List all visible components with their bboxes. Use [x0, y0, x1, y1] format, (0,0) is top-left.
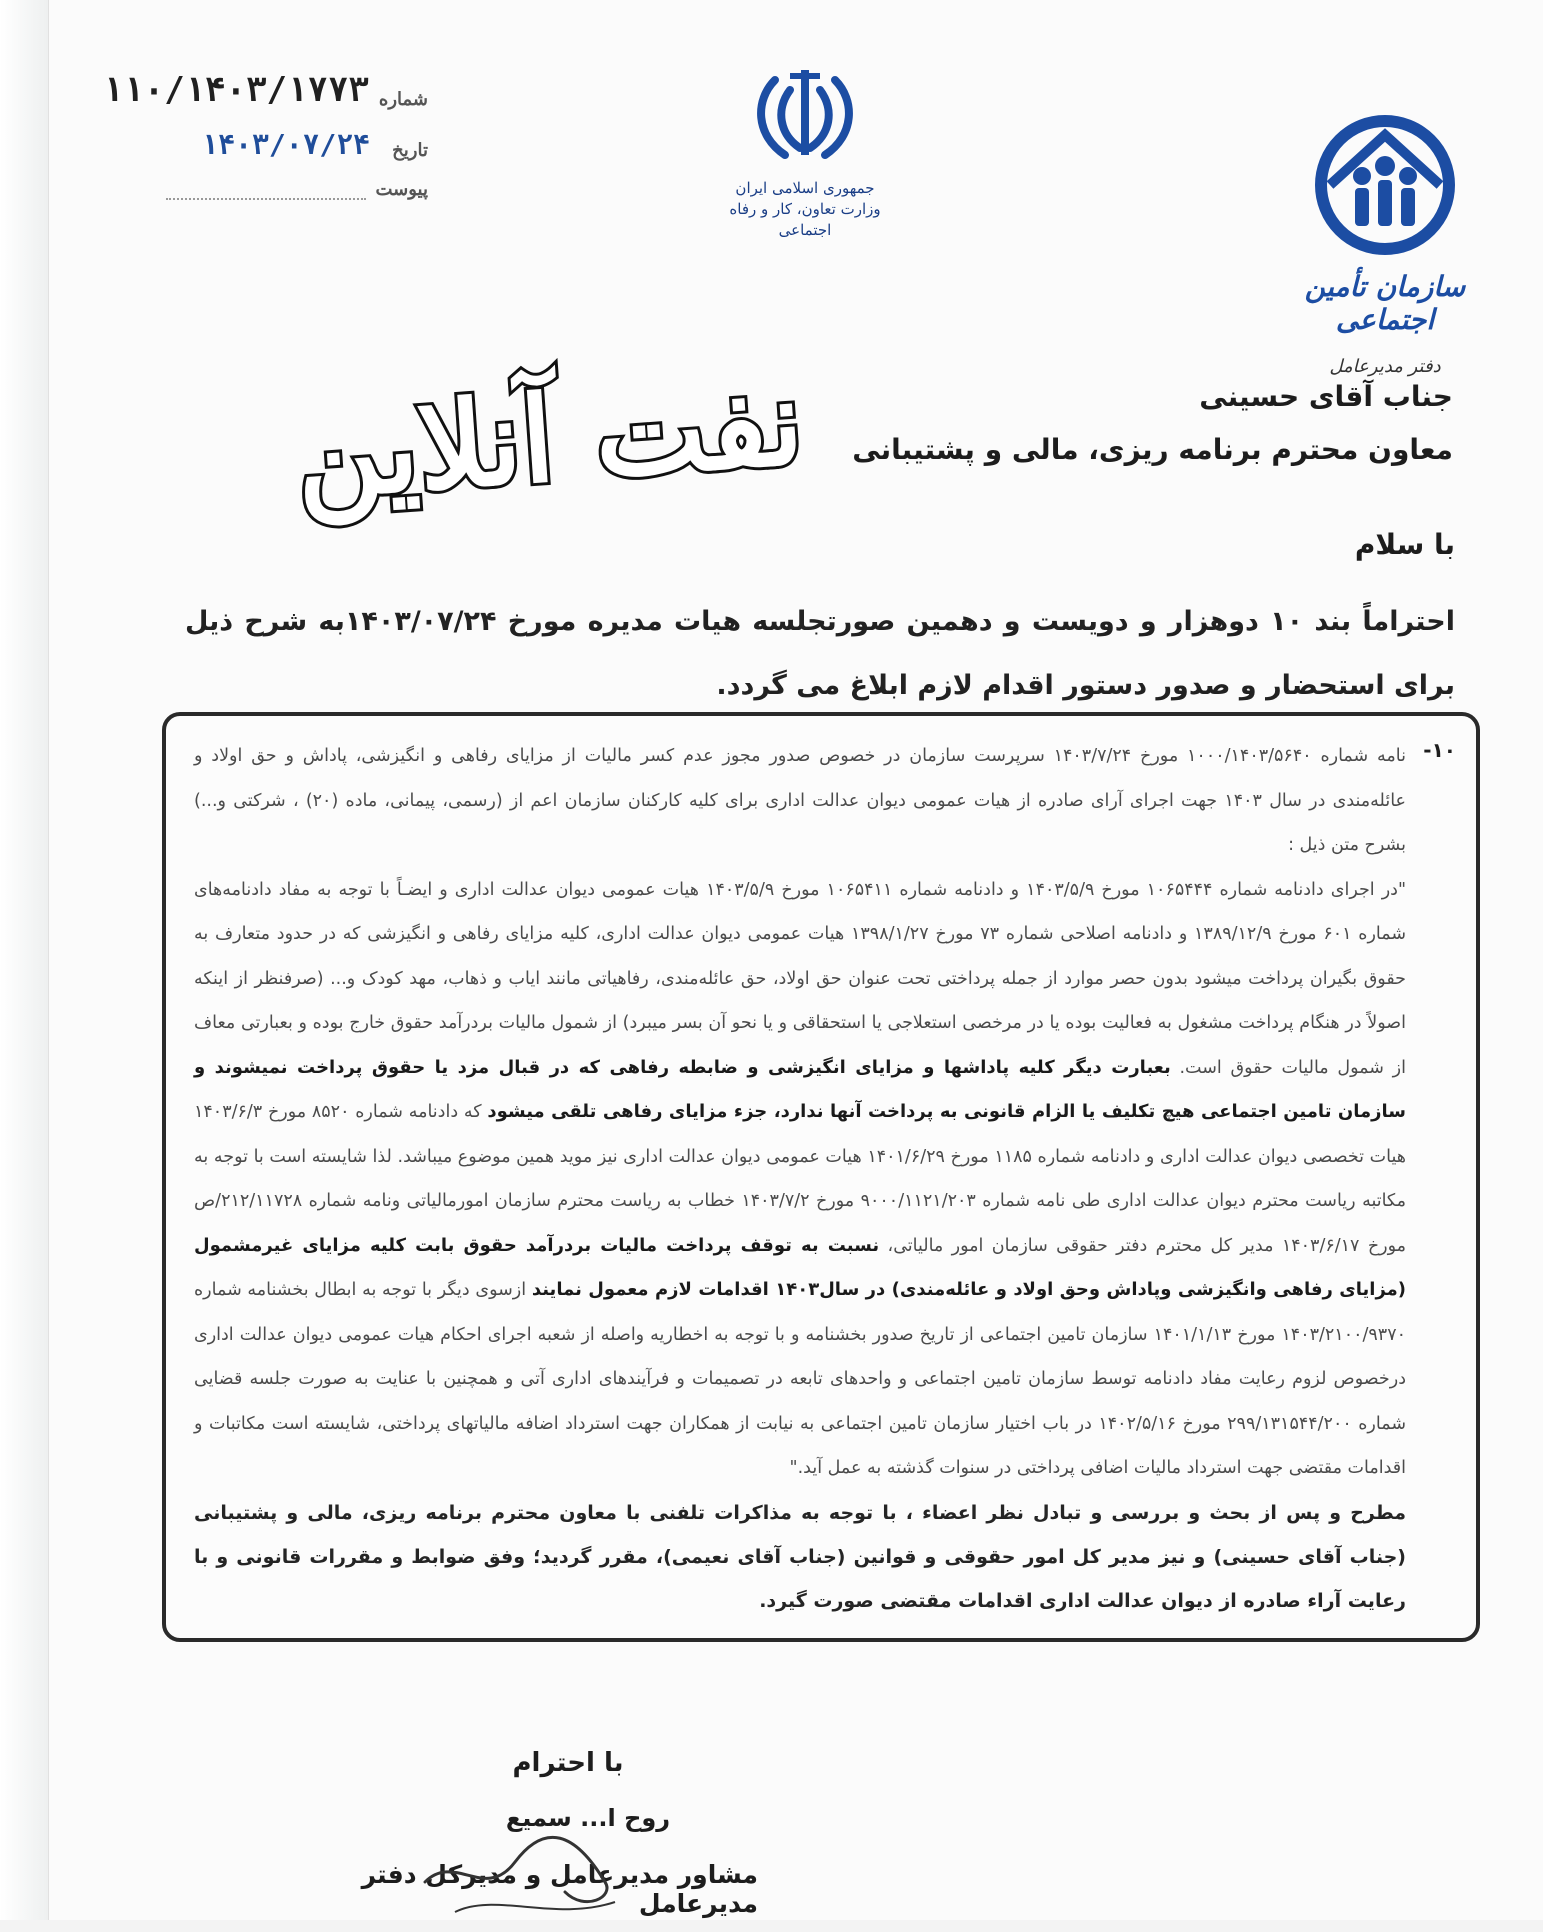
resolution-paragraph-1: نامه شماره ۱۰۰۰/۱۴۰۳/۵۶۴۰ مورخ ۱۴۰۳/۷/۲۴ سرپرست سازمان در خصوص صدور مجوز عدم کسر مالیات از مزایای رفاهی و انگیزشی، پاداش و حق اولاد و عائلەمندی در سال ۱۴۰۳ جهت اجرای آرای صادره از هیات عمومی دیوان عدالت اداری برای کلیه کارکنان سازمان اعم از (رسمی، پیمانی، ماده (۲۰) ، شرکتی و...) بشرح متن ذیل : [194, 746, 1406, 855]
letter-date-value: ۱۴۰۳/۰۷/۲۴ [201, 128, 370, 161]
letter-date-label: تاریخ [392, 140, 428, 161]
page-left-edge [0, 0, 49, 1920]
naft-online-watermark [290, 330, 810, 570]
resolution-paragraph-3: که دادنامه شماره ۸۵۲۰ مورخ ۱۴۰۳/۶/۳ هیات تخصصی دیوان عدالت اداری و دادنامه شماره ۱۱۸۵ مورخ ۱۴۰۱/۶/۲۹ هیات عمومی دیوان عدالت اداری نیز موید همین موضوع میباشد. لذا شایسته است با توجه به مکاتبه ریاست محترم دیوان عدالت اداری طی نامه شماره ۹۰۰۰/۱۱۲۱/۲۰۳ مورخ ۱۴۰۳/۷/۲ خطاب به ریاست محترم سازمان امورمالیاتی ونامه شماره ۲۱۲/۱۱۷۲۸/ص مورخ ۱۴۰۳/۶/۱۷ مدیر کل محترم دفتر حقوقی سازمان امور مالیاتی، [194, 1102, 1406, 1256]
resolution-paragraph-4: ازسوی دیگر با توجه به ابطال بخشنامه شماره ۱۴۰۳/۲۱۰۰/۹۳۷۰ مورخ ۱۴۰۱/۱/۱۳ سازمان تامین اجتماعی از تاریخ صدور بخشنامه و با توجه به اخطاریه واصله از شعبه اجرای احکام هیات عمومی دیوان عدالت اداری درخصوص لزوم رعایت مفاد دادنامه توسط سازمان تامین اجتماعی و واحدهای تابعه در تصمیمات و فرآیندهای اداری آتی و همچنین با عنایت به صورت جلسه قضایی شماره ۲۹۹/۱۳۱۵۴۴/۲۰۰ مورخ ۱۴۰۲/۵/۱۶ در باب اختیار سازمان تامین اجتماعی به نیابت از همکاران جهت استرداد اضافه مالیاتهای پرداختی، شایسته است مکاتبات و اقدامات مقتضی جهت استرداد مالیات اضافی پرداختی در سنوات گذشته به عمل آید." [194, 1280, 1406, 1478]
org-name: سازمان تأمین اجتماعی [1304, 270, 1466, 336]
signatory-name: روح ا... سمیع [505, 1804, 671, 1832]
resolution-paragraph-2-bold: بعبارت دیگر کلیه پاداشها و مزایای انگیزشی و ضابطه رفاهی که در قبال مزد یا حقوق پرداخت نمیشوند و سازمان تامین اجتماعی هیچ تکلیف یا الزام قانونی به پرداخت آنها ندارد، جزء مزایای رفاهی تلقی میشود [194, 1056, 1406, 1122]
letter-attachment-row [88, 179, 428, 200]
addressee-title: معاون محترم برنامه ریزی، مالی و پشتیبانی [852, 433, 1453, 466]
emblem-line-ministry: وزارت تعاون، کار و رفاه اجتماعی [729, 200, 881, 239]
signature-block [258, 1748, 778, 1918]
letter-attachment-label: پیوست [375, 179, 428, 200]
attachment-dotted-line [166, 182, 366, 200]
org-logo-block [1275, 110, 1495, 377]
emblem-line-country: جمهوری اسلامی ایران [735, 179, 875, 197]
signatory-title: مشاور مدیرعامل و مدیرکل دفتر مدیرعامل [361, 1860, 758, 1918]
resolution-body [194, 734, 1406, 1491]
resolution-item-number: ۱۰- [1423, 738, 1456, 762]
iran-emblem-block [720, 60, 890, 241]
letter-date-row [88, 128, 428, 161]
watermark-text: نفت آنلاین [290, 351, 808, 526]
iran-emblem-icon [745, 60, 865, 170]
social-security-logo-icon [1310, 110, 1460, 260]
resolution-paragraph-2: "در اجرای دادنامه شماره ۱۰۶۵۴۴۴ مورخ ۱۴۰۳/۵/۹ و دادنامه شماره ۱۰۶۵۴۱۱ مورخ ۱۴۰۳/۵/۹ هیات عمومی دیوان عدالت اداری و ایضـاً با توجه به مفاد دادنامەهای شماره ۶۰۱ مورخ ۱۳۸۹/۱۲/۹ و دادنامه اصلاحی شماره ۷۳ مورخ ۱۳۹۸/۱/۲۷ هیات عمومی دیوان عدالت اداری، کلیه مزایای رفاهی و انگیزشی که در حدود متعارف به حقوق بگیران پرداخت میشود بدون حصر موارد از جمله پرداختی تحت عنوان حق اولاد، حق عائلەمندی، رفاهیاتی مانند ایاب و ذهاب، مهد کودک و... (صرفنظر از اینکه اصولاً در هنگام پرداخت مشغول به فعالیت بوده یا در مرخصی استعلاجی یا استحقاقی و یا نحو آن بسر میبرد) از شمول مالیات بردرآمد حقوق خارج بوده و بعبارتی معاف از شمول مالیات حقوق است. [194, 879, 1407, 1078]
letter-number-value: ۱۱۰/۱۴۰۳/۱۷۷۳ [102, 70, 369, 110]
resolution-box [162, 712, 1480, 1642]
addressee-block [852, 380, 1453, 486]
letter-metadata [88, 70, 428, 218]
resolution-paragraph-3-bold: نسبت به توقف پرداخت مالیات بردرآمد حقوق بابت کلیه مزایای غیرمشمول (مزایای رفاهی وانگیزشی وپاداش وحق اولاد و عائلەمندی) در سال۱۴۰۳ اقدامات لازم معمول نمایند [194, 1234, 1407, 1300]
letter-number-row [88, 70, 428, 110]
org-office: دفتر مدیرعامل [1329, 356, 1441, 377]
intro-paragraph: احتراماً بند ۱۰ دوهزار و دویست و دهمین صورتجلسه هیات مدیره مورخ ۱۴۰۳/۰۷/۲۴به شرح ذیل برای استحضار و صدور دستور اقدام لازم ابلاغ می گردد. [185, 606, 1455, 701]
greeting: با سلام [1354, 528, 1455, 561]
letter-number-label: شماره [378, 89, 428, 110]
addressee-name: جناب آقای حسینی [1199, 380, 1453, 413]
signature-regards: با احترام [512, 1748, 624, 1778]
resolution-paragraph-5: مطرح و پس از بحث و بررسی و تبادل نظر اعضاء ، با توجه به مذاکرات تلفنی با معاون محترم برنامه ریزی، مالی و پشتیبانی (جناب آقای حسینی) و نیز مدیر کل امور حقوقی و قوانین (جناب آقای نعیمی)، مقرر گردید؛ وفق ضوابط و مقررات قانونی و با رعایت آراء صادره از دیوان عدالت اداری اقدامات مقتضی صورت گیرد. [194, 1501, 1406, 1612]
